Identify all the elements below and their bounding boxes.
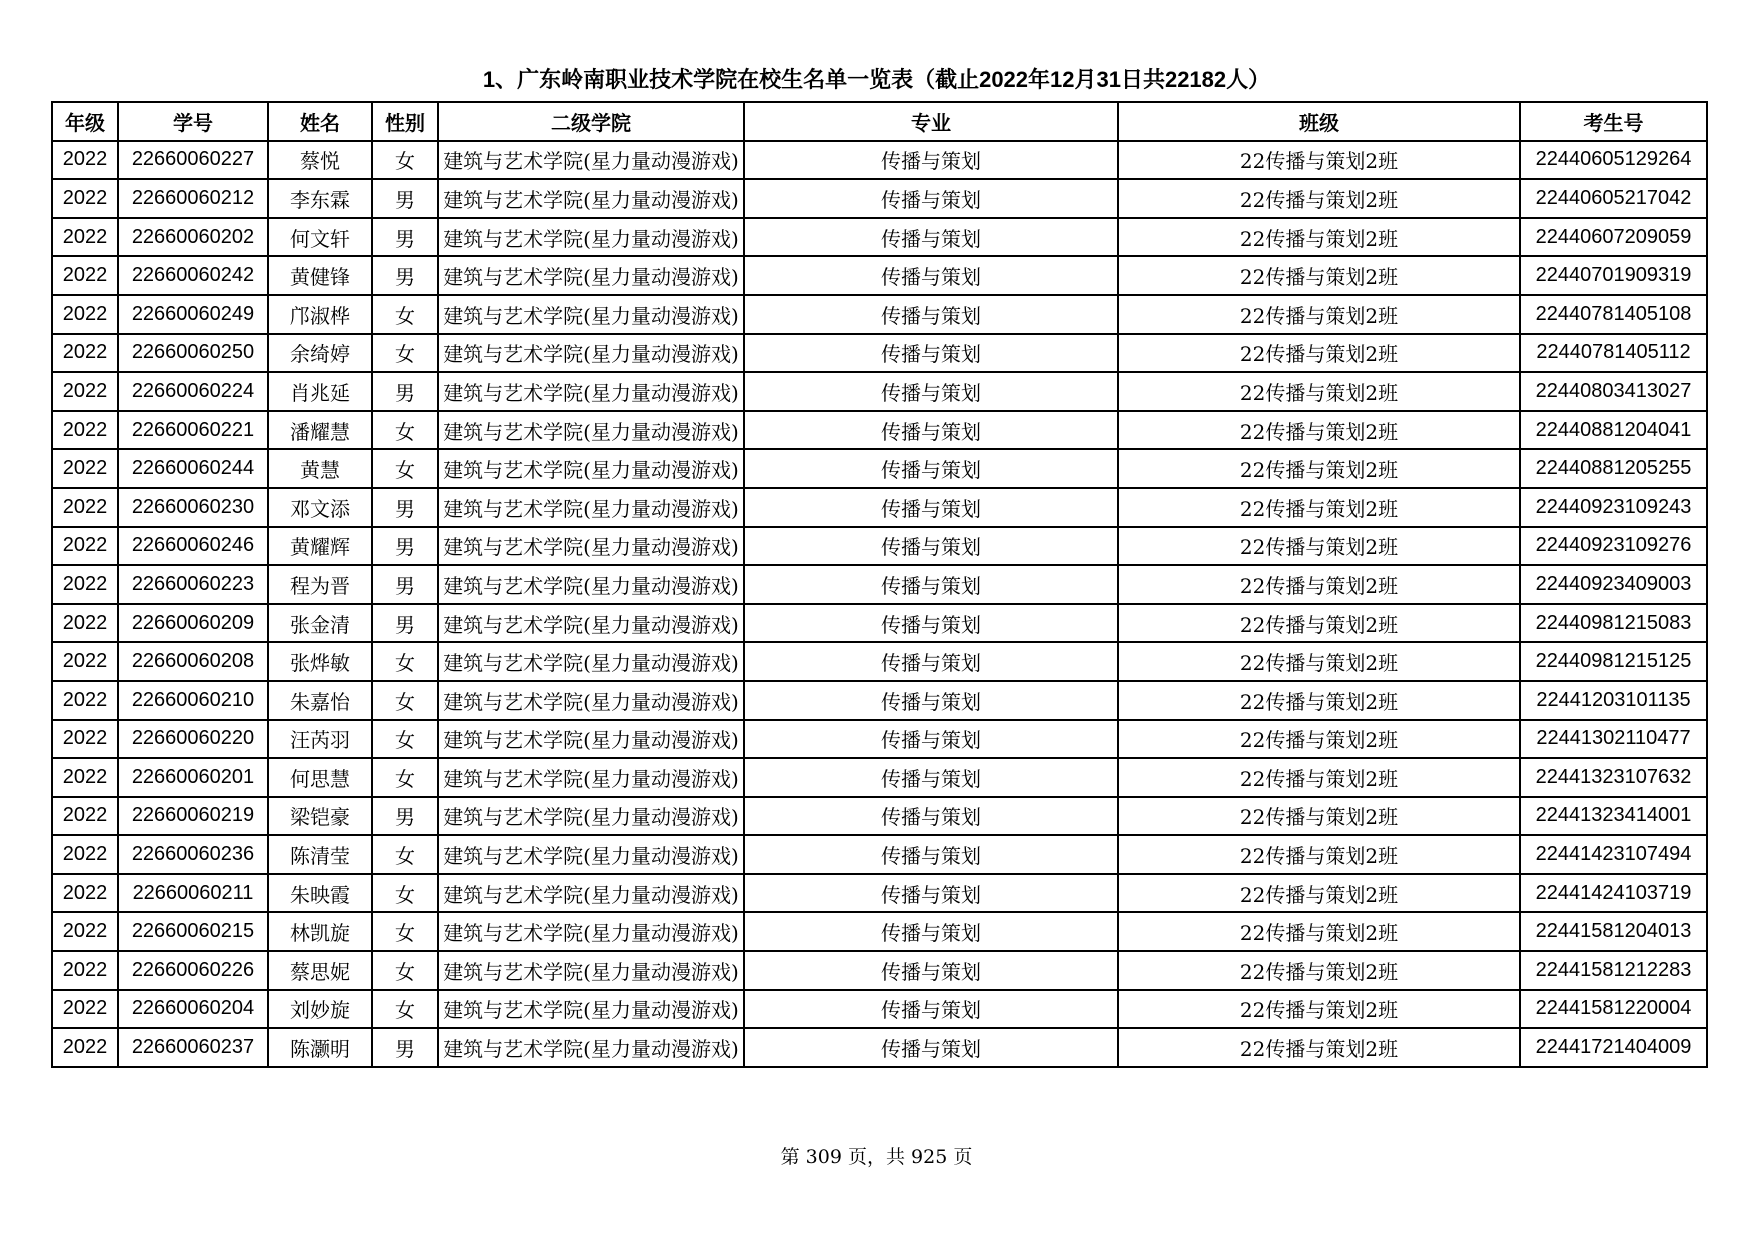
cell-major: 传播与策划	[744, 256, 1118, 295]
table-row	[52, 295, 1707, 334]
cell-grade: 2022	[52, 334, 118, 373]
cell-college: 建筑与艺术学院(星力量动漫游戏)	[438, 141, 744, 180]
table-row	[52, 179, 1707, 218]
cell-student-id: 22660060209	[118, 604, 268, 643]
cell-gender: 女	[372, 951, 438, 990]
cell-exam-id: 22440607209059	[1520, 218, 1707, 257]
cell-name: 黄慧	[268, 449, 372, 488]
cell-gender: 男	[372, 797, 438, 836]
cell-student-id: 22660060220	[118, 720, 268, 759]
cell-name: 蔡思妮	[268, 951, 372, 990]
cell-college: 建筑与艺术学院(星力量动漫游戏)	[438, 681, 744, 720]
cell-class: 22传播与策划2班	[1118, 912, 1520, 951]
cell-name: 蔡悦	[268, 141, 372, 180]
table-row	[52, 681, 1707, 720]
cell-class: 22传播与策划2班	[1118, 565, 1520, 604]
cell-exam-id: 22441581220004	[1520, 990, 1707, 1029]
cell-class: 22传播与策划2班	[1118, 1028, 1520, 1067]
table-row	[52, 449, 1707, 488]
cell-student-id: 22660060237	[118, 1028, 268, 1067]
cell-student-id: 22660060249	[118, 295, 268, 334]
cell-college: 建筑与艺术学院(星力量动漫游戏)	[438, 488, 744, 527]
cell-gender: 女	[372, 295, 438, 334]
table-row	[52, 720, 1707, 759]
cell-gender: 女	[372, 449, 438, 488]
table-row	[52, 758, 1707, 797]
cell-gender: 女	[372, 874, 438, 913]
cell-name: 张金清	[268, 604, 372, 643]
cell-class: 22传播与策划2班	[1118, 179, 1520, 218]
cell-name: 何文轩	[268, 218, 372, 257]
cell-major: 传播与策划	[744, 449, 1118, 488]
cell-gender: 男	[372, 218, 438, 257]
cell-gender: 男	[372, 256, 438, 295]
cell-college: 建筑与艺术学院(星力量动漫游戏)	[438, 218, 744, 257]
cell-grade: 2022	[52, 912, 118, 951]
cell-exam-id: 22441581204013	[1520, 912, 1707, 951]
cell-gender: 女	[372, 411, 438, 450]
page-number-footer: 第 309 页，共 925 页	[780, 1146, 973, 1168]
cell-class: 22传播与策划2班	[1118, 681, 1520, 720]
cell-student-id: 22660060244	[118, 449, 268, 488]
column-header-college: 二级学院	[438, 102, 744, 141]
cell-class: 22传播与策划2班	[1118, 218, 1520, 257]
cell-college: 建筑与艺术学院(星力量动漫游戏)	[438, 372, 744, 411]
cell-grade: 2022	[52, 758, 118, 797]
cell-grade: 2022	[52, 681, 118, 720]
cell-grade: 2022	[52, 488, 118, 527]
cell-name: 程为晋	[268, 565, 372, 604]
cell-exam-id: 22440781405112	[1520, 334, 1707, 373]
cell-gender: 女	[372, 334, 438, 373]
cell-grade: 2022	[52, 565, 118, 604]
cell-major: 传播与策划	[744, 604, 1118, 643]
cell-major: 传播与策划	[744, 372, 1118, 411]
cell-name: 肖兆延	[268, 372, 372, 411]
cell-class: 22传播与策划2班	[1118, 990, 1520, 1029]
cell-student-id: 22660060204	[118, 990, 268, 1029]
cell-major: 传播与策划	[744, 681, 1118, 720]
table-row	[52, 565, 1707, 604]
cell-name: 汪芮羽	[268, 720, 372, 759]
cell-grade: 2022	[52, 179, 118, 218]
cell-class: 22传播与策划2班	[1118, 527, 1520, 566]
cell-exam-id: 22440803413027	[1520, 372, 1707, 411]
cell-student-id: 22660060201	[118, 758, 268, 797]
cell-name: 张烨敏	[268, 642, 372, 681]
cell-exam-id: 22440881204041	[1520, 411, 1707, 450]
table-row	[52, 990, 1707, 1029]
cell-major: 传播与策划	[744, 951, 1118, 990]
table-row	[52, 604, 1707, 643]
cell-exam-id: 22440923409003	[1520, 565, 1707, 604]
cell-exam-id: 22441721404009	[1520, 1028, 1707, 1067]
cell-major: 传播与策划	[744, 642, 1118, 681]
cell-class: 22传播与策划2班	[1118, 372, 1520, 411]
cell-grade: 2022	[52, 1028, 118, 1067]
cell-gender: 男	[372, 372, 438, 411]
cell-college: 建筑与艺术学院(星力量动漫游戏)	[438, 797, 744, 836]
cell-major: 传播与策划	[744, 1028, 1118, 1067]
table-row	[52, 874, 1707, 913]
cell-gender: 男	[372, 604, 438, 643]
cell-class: 22传播与策划2班	[1118, 604, 1520, 643]
table-row	[52, 642, 1707, 681]
cell-college: 建筑与艺术学院(星力量动漫游戏)	[438, 179, 744, 218]
cell-major: 传播与策划	[744, 295, 1118, 334]
cell-class: 22传播与策划2班	[1118, 720, 1520, 759]
cell-exam-id: 22441203101135	[1520, 681, 1707, 720]
cell-grade: 2022	[52, 141, 118, 180]
cell-exam-id: 22440981215125	[1520, 642, 1707, 681]
cell-student-id: 22660060223	[118, 565, 268, 604]
cell-name: 朱嘉怡	[268, 681, 372, 720]
cell-name: 陈清莹	[268, 835, 372, 874]
cell-major: 传播与策划	[744, 527, 1118, 566]
cell-college: 建筑与艺术学院(星力量动漫游戏)	[438, 411, 744, 450]
cell-exam-id: 22440881205255	[1520, 449, 1707, 488]
cell-college: 建筑与艺术学院(星力量动漫游戏)	[438, 295, 744, 334]
cell-major: 传播与策划	[744, 874, 1118, 913]
cell-gender: 女	[372, 642, 438, 681]
cell-college: 建筑与艺术学院(星力量动漫游戏)	[438, 990, 744, 1029]
table-row	[52, 835, 1707, 874]
cell-college: 建筑与艺术学院(星力量动漫游戏)	[438, 565, 744, 604]
page-title: 1、广东岭南职业技术学院在校生名单一览表（截止2022年12月31日共22182人）	[482, 67, 1271, 92]
cell-class: 22传播与策划2班	[1118, 141, 1520, 180]
table-row	[52, 527, 1707, 566]
table-row	[52, 951, 1707, 990]
column-header-exam-id: 考生号	[1520, 102, 1707, 141]
cell-gender: 女	[372, 990, 438, 1029]
cell-grade: 2022	[52, 527, 118, 566]
cell-student-id: 22660060224	[118, 372, 268, 411]
cell-grade: 2022	[52, 604, 118, 643]
column-header-class: 班级	[1118, 102, 1520, 141]
cell-major: 传播与策划	[744, 720, 1118, 759]
cell-grade: 2022	[52, 720, 118, 759]
cell-grade: 2022	[52, 951, 118, 990]
cell-major: 传播与策划	[744, 411, 1118, 450]
cell-major: 传播与策划	[744, 990, 1118, 1029]
cell-grade: 2022	[52, 990, 118, 1029]
cell-exam-id: 22440701909319	[1520, 256, 1707, 295]
cell-grade: 2022	[52, 449, 118, 488]
cell-major: 传播与策划	[744, 912, 1118, 951]
cell-major: 传播与策划	[744, 835, 1118, 874]
cell-name: 邝淑桦	[268, 295, 372, 334]
cell-name: 余绮婷	[268, 334, 372, 373]
cell-major: 传播与策划	[744, 334, 1118, 373]
table-row	[52, 1028, 1707, 1067]
cell-exam-id: 22441302110477	[1520, 720, 1707, 759]
cell-student-id: 22660060202	[118, 218, 268, 257]
cell-student-id: 22660060210	[118, 681, 268, 720]
cell-college: 建筑与艺术学院(星力量动漫游戏)	[438, 642, 744, 681]
table-row	[52, 411, 1707, 450]
cell-grade: 2022	[52, 835, 118, 874]
cell-class: 22传播与策划2班	[1118, 488, 1520, 527]
cell-gender: 男	[372, 565, 438, 604]
cell-student-id: 22660060219	[118, 797, 268, 836]
cell-class: 22传播与策划2班	[1118, 334, 1520, 373]
cell-gender: 男	[372, 1028, 438, 1067]
cell-student-id: 22660060212	[118, 179, 268, 218]
cell-major: 传播与策划	[744, 141, 1118, 180]
cell-college: 建筑与艺术学院(星力量动漫游戏)	[438, 835, 744, 874]
cell-gender: 女	[372, 758, 438, 797]
cell-exam-id: 22440923109276	[1520, 527, 1707, 566]
cell-gender: 女	[372, 835, 438, 874]
cell-name: 邓文添	[268, 488, 372, 527]
table-row	[52, 218, 1707, 257]
cell-major: 传播与策划	[744, 565, 1118, 604]
cell-exam-id: 22440781405108	[1520, 295, 1707, 334]
cell-name: 朱映霞	[268, 874, 372, 913]
table-row	[52, 372, 1707, 411]
cell-class: 22传播与策划2班	[1118, 797, 1520, 836]
column-header-name: 姓名	[268, 102, 372, 141]
cell-name: 潘耀慧	[268, 411, 372, 450]
column-header-student-id: 学号	[118, 102, 268, 141]
cell-college: 建筑与艺术学院(星力量动漫游戏)	[438, 604, 744, 643]
table-body	[52, 141, 1707, 1067]
cell-college: 建筑与艺术学院(星力量动漫游戏)	[438, 912, 744, 951]
cell-exam-id: 22441424103719	[1520, 874, 1707, 913]
cell-class: 22传播与策划2班	[1118, 758, 1520, 797]
cell-name: 何思慧	[268, 758, 372, 797]
cell-major: 传播与策划	[744, 797, 1118, 836]
cell-student-id: 22660060227	[118, 141, 268, 180]
cell-grade: 2022	[52, 797, 118, 836]
cell-gender: 男	[372, 527, 438, 566]
cell-student-id: 22660060221	[118, 411, 268, 450]
cell-exam-id: 22440923109243	[1520, 488, 1707, 527]
cell-student-id: 22660060215	[118, 912, 268, 951]
table-row	[52, 912, 1707, 951]
cell-name: 刘妙旋	[268, 990, 372, 1029]
cell-major: 传播与策划	[744, 179, 1118, 218]
cell-class: 22传播与策划2班	[1118, 295, 1520, 334]
cell-college: 建筑与艺术学院(星力量动漫游戏)	[438, 527, 744, 566]
cell-exam-id: 22441581212283	[1520, 951, 1707, 990]
cell-exam-id: 22440981215083	[1520, 604, 1707, 643]
cell-college: 建筑与艺术学院(星力量动漫游戏)	[438, 334, 744, 373]
cell-grade: 2022	[52, 642, 118, 681]
cell-class: 22传播与策划2班	[1118, 951, 1520, 990]
cell-class: 22传播与策划2班	[1118, 874, 1520, 913]
cell-class: 22传播与策划2班	[1118, 411, 1520, 450]
cell-student-id: 22660060246	[118, 527, 268, 566]
cell-grade: 2022	[52, 295, 118, 334]
cell-college: 建筑与艺术学院(星力量动漫游戏)	[438, 720, 744, 759]
cell-name: 梁铠豪	[268, 797, 372, 836]
cell-student-id: 22660060236	[118, 835, 268, 874]
cell-student-id: 22660060230	[118, 488, 268, 527]
cell-college: 建筑与艺术学院(星力量动漫游戏)	[438, 256, 744, 295]
cell-college: 建筑与艺术学院(星力量动漫游戏)	[438, 758, 744, 797]
cell-class: 22传播与策划2班	[1118, 449, 1520, 488]
cell-exam-id: 22441323107632	[1520, 758, 1707, 797]
cell-student-id: 22660060226	[118, 951, 268, 990]
cell-student-id: 22660060250	[118, 334, 268, 373]
column-header-gender: 性别	[372, 102, 438, 141]
cell-major: 传播与策划	[744, 218, 1118, 257]
table-row	[52, 797, 1707, 836]
cell-grade: 2022	[52, 372, 118, 411]
table-row	[52, 141, 1707, 180]
cell-class: 22传播与策划2班	[1118, 642, 1520, 681]
table-row	[52, 256, 1707, 295]
cell-grade: 2022	[52, 256, 118, 295]
column-header-major: 专业	[744, 102, 1118, 141]
cell-name: 李东霖	[268, 179, 372, 218]
cell-gender: 女	[372, 141, 438, 180]
cell-gender: 男	[372, 179, 438, 218]
cell-gender: 男	[372, 488, 438, 527]
cell-college: 建筑与艺术学院(星力量动漫游戏)	[438, 449, 744, 488]
cell-gender: 女	[372, 912, 438, 951]
cell-college: 建筑与艺术学院(星力量动漫游戏)	[438, 874, 744, 913]
cell-college: 建筑与艺术学院(星力量动漫游戏)	[438, 1028, 744, 1067]
cell-exam-id: 22441323414001	[1520, 797, 1707, 836]
cell-grade: 2022	[52, 411, 118, 450]
cell-exam-id: 22441423107494	[1520, 835, 1707, 874]
cell-grade: 2022	[52, 874, 118, 913]
cell-name: 林凯旋	[268, 912, 372, 951]
cell-student-id: 22660060242	[118, 256, 268, 295]
cell-major: 传播与策划	[744, 488, 1118, 527]
cell-class: 22传播与策划2班	[1118, 256, 1520, 295]
cell-gender: 女	[372, 681, 438, 720]
cell-student-id: 22660060208	[118, 642, 268, 681]
cell-student-id: 22660060211	[118, 874, 268, 913]
cell-class: 22传播与策划2班	[1118, 835, 1520, 874]
table-row	[52, 488, 1707, 527]
cell-college: 建筑与艺术学院(星力量动漫游戏)	[438, 951, 744, 990]
cell-major: 传播与策划	[744, 758, 1118, 797]
table-header-row	[52, 102, 1707, 141]
student-roster-table	[51, 101, 1708, 1068]
cell-grade: 2022	[52, 218, 118, 257]
cell-gender: 女	[372, 720, 438, 759]
cell-exam-id: 22440605129264	[1520, 141, 1707, 180]
table-row	[52, 334, 1707, 373]
cell-name: 黄耀辉	[268, 527, 372, 566]
column-header-grade: 年级	[52, 102, 118, 141]
cell-name: 黄健锋	[268, 256, 372, 295]
cell-name: 陈灏明	[268, 1028, 372, 1067]
cell-exam-id: 22440605217042	[1520, 179, 1707, 218]
